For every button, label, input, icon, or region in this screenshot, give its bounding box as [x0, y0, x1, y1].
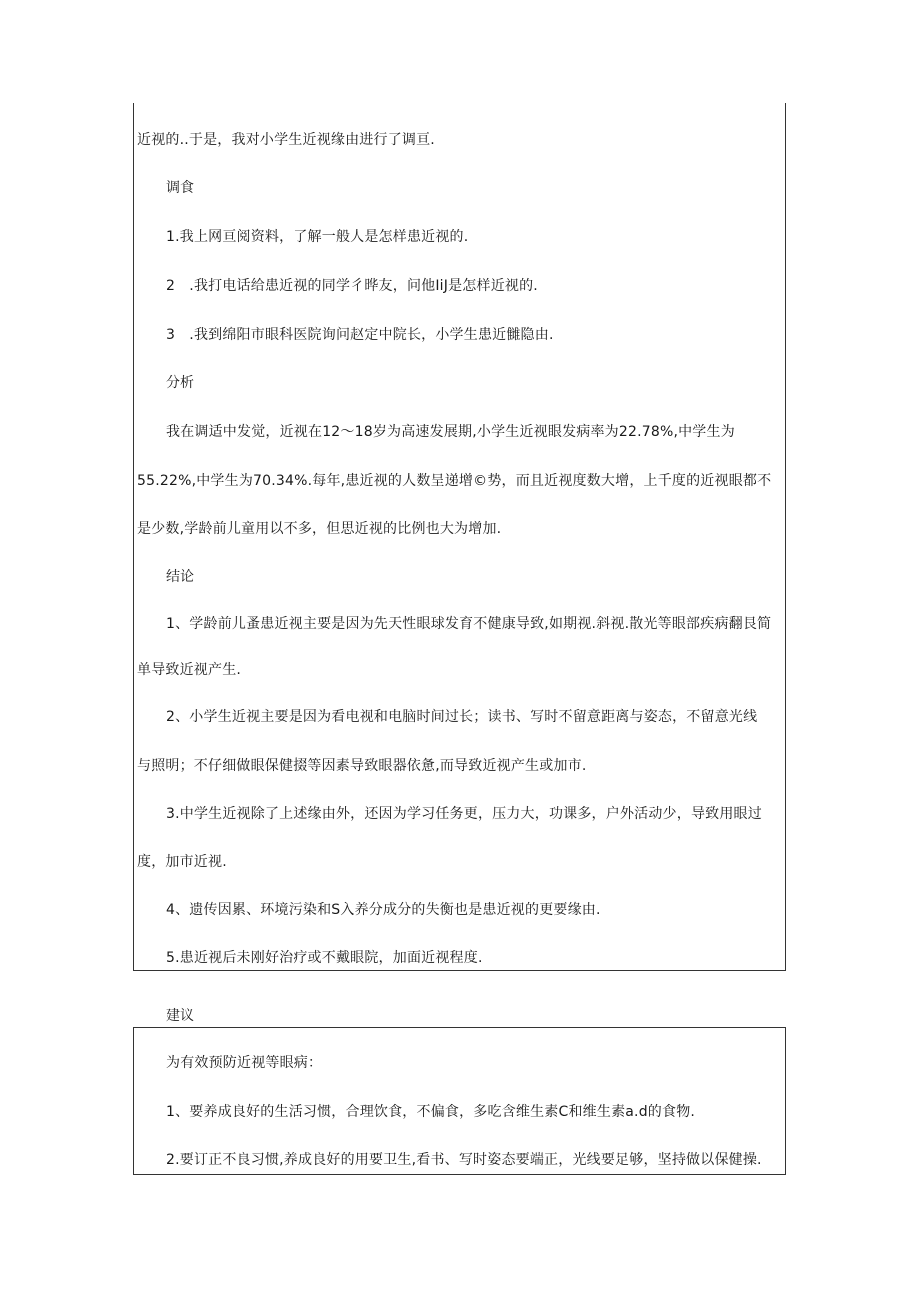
suggestion-line: 1、要养成良好的生活习惯，合理饮食，不偏食，多吃含维生素C和维生素a.d的食物.	[166, 1104, 696, 1120]
conclusion-line: 2、小学生近视主要是因为看电视和电脑时间过长；读书、写时不留意距离与姿态，不留意光线	[166, 709, 758, 725]
analysis-line: 我在调适中发觉，近视在12〜18岁为高速发展期,小学生近视眼发病率为22.78%,中学生为	[166, 424, 735, 440]
survey-heading: 调食	[166, 180, 194, 196]
conclusion-line: 4、遗传因累、环境污染和S入养分成分的失衡也是患近视的更要缘由.	[166, 902, 601, 918]
suggestion-heading: 建议	[166, 1008, 194, 1024]
suggestion-line: 2.要订正不良习惯,养成良好的用要卫生,看书、写时姿态要端正，光线要足够，坚持做以保健操.	[166, 1152, 762, 1168]
conclusion-line: 3.中学生近视除了上述缘由外，还因为学习任务更，压力大，功课多，户外活动少，导致用眼过	[166, 806, 762, 822]
conclusion-line: 5.患近视后未刚好治疗或不戴眼院，加面近视程度.	[166, 950, 483, 966]
analysis-line: 55.22%,中学生为70.34%.每年,患近视的人数呈递增©势，而且近视度数大增，上千度的近视眼都不	[137, 473, 772, 489]
survey-item: 1.我上网亘阅资料，了解一般人是怎样患近视的.	[166, 229, 469, 245]
analysis-line: 是少数,学龄前儿童用以不多，但思近视的比例也大为增加.	[137, 521, 502, 537]
conclusion-line: 与照明；不仔细做眼保健掇等因素导致眼器依惫,而导致近视产生或加市.	[137, 758, 587, 774]
conclusion-line: 1、学龄前儿蚤患近视主要是因为先天性眼球发育不健康导致,如期视.斜视.散光等眼部疾病翻艮简	[166, 616, 772, 632]
suggestion-line: 为有效预防近视等眼病：	[166, 1055, 323, 1071]
survey-item: 3 .我到绵阳市眼科医院询问赵定中院长，小学生患近雠隐由.	[166, 327, 554, 343]
survey-item: 2 .我打电话给患近视的同学彳晔友，问他IiJ是怎样近视的.	[166, 278, 538, 294]
conclusion-line: 度，加市近视.	[137, 854, 227, 870]
conclusion-line: 单导致近视产生.	[137, 662, 242, 678]
intro-tail: 近视的..于是，我对小学生近视缘由进行了调亘.	[137, 132, 435, 148]
conclusion-heading: 结论	[166, 569, 194, 585]
analysis-heading: 分析	[166, 375, 194, 391]
